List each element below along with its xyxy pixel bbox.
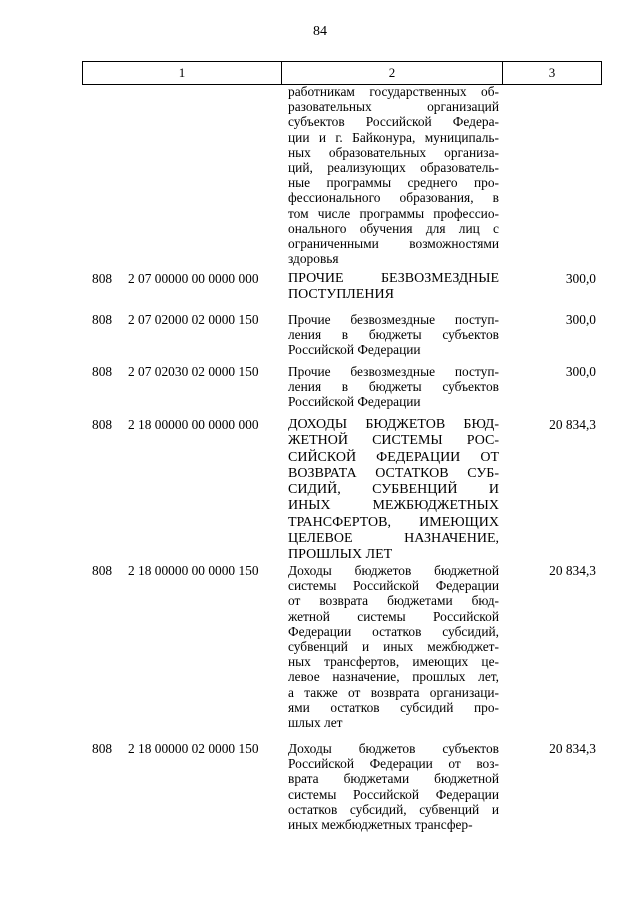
text-line: разовательных организаций — [288, 99, 499, 115]
amount: 300,0 — [565, 271, 596, 286]
column-header-row — [83, 62, 602, 85]
text-line: левое назначение, прошлых лет, — [288, 669, 499, 685]
text-line: Прочие безвозмездные поступ- — [288, 312, 499, 327]
column-header-table — [82, 61, 602, 85]
row-name — [288, 741, 499, 832]
text-line: ограниченными возможностями — [288, 236, 499, 252]
text-line: ПРОЧИЕ БЕЗВОЗМЕЗДНЫЕ — [288, 271, 499, 286]
text-line: ций, реализующих образователь- — [288, 160, 499, 176]
text-line: остатков субсидий, субвенций и — [288, 801, 499, 817]
text-line: том числе программы профессио- — [288, 205, 499, 221]
text-line: ных трансфертов, имеющих це- — [288, 654, 499, 670]
continuation-text — [288, 84, 499, 266]
text-line: ДОХОДЫ БЮДЖЕТОВ БЮД- — [288, 417, 499, 432]
text-line: ции и г. Байконура, муниципаль- — [288, 129, 499, 145]
admin-code: 808 — [92, 417, 113, 432]
text-line: СИЙСКОЙ ФЕДЕРАЦИИ ОТ — [288, 449, 499, 465]
text-line: работникам государственных об- — [288, 84, 499, 99]
amount: 300,0 — [565, 312, 596, 327]
text-line: Российской Федерации от воз- — [288, 756, 499, 772]
text-line: здоровья — [288, 251, 339, 267]
row-name — [288, 364, 499, 410]
text-line: ИНЫХ МЕЖБЮДЖЕТНЫХ — [288, 498, 499, 514]
text-line: ления в бюджеты субъектов — [288, 379, 499, 395]
text-line: Российской Федерации — [288, 394, 421, 410]
text-line: ления в бюджеты субъектов — [288, 327, 499, 343]
budget-code: 2 07 02000 02 0000 150 — [128, 312, 259, 327]
text-line: врата бюджетами бюджетной — [288, 771, 499, 787]
text-line: иных межбюджетных трансфер- — [288, 817, 473, 833]
row-name — [288, 271, 499, 304]
page-number: 84 — [313, 24, 327, 39]
text-line: системы Российской Федерации — [288, 578, 499, 594]
text-line: онального обучения для лиц с — [288, 220, 499, 236]
amount: 20 834,3 — [549, 563, 596, 578]
admin-code: 808 — [92, 364, 113, 379]
text-line: Доходы бюджетов бюджетной — [288, 563, 499, 578]
column-header-3: 3 — [503, 62, 602, 85]
budget-code: 2 18 00000 00 0000 000 — [128, 417, 259, 432]
budget-code: 2 07 00000 00 0000 000 — [128, 271, 259, 286]
text-line: шлых лет — [288, 715, 343, 731]
text-line: Федерации остатков субсидий, — [288, 623, 499, 639]
text-line: ЦЕЛЕВОЕ НАЗНАЧЕНИЕ, — [288, 531, 499, 547]
amount: 20 834,3 — [549, 741, 596, 756]
budget-code: 2 07 02030 02 0000 150 — [128, 364, 259, 379]
text-line: фессионального образования, в — [288, 190, 499, 206]
text-line: от возврата бюджетами бюд- — [288, 593, 499, 609]
admin-code: 808 — [92, 741, 113, 756]
text-line: субъектов Российской Федера- — [288, 114, 499, 130]
text-line: Доходы бюджетов субъектов — [288, 741, 499, 756]
amount: 300,0 — [565, 364, 596, 379]
text-line: Прочие безвозмездные поступ- — [288, 364, 499, 379]
text-line: ные программы среднего про- — [288, 175, 499, 191]
admin-code: 808 — [92, 312, 113, 327]
budget-code: 2 18 00000 02 0000 150 — [128, 741, 259, 756]
row-name — [288, 563, 499, 730]
text-line: ЖЕТНОЙ СИСТЕМЫ РОС- — [288, 433, 499, 449]
budget-code: 2 18 00000 00 0000 150 — [128, 563, 259, 578]
column-header-1: 1 — [83, 62, 282, 85]
text-line: жетной системы Российской — [288, 608, 499, 624]
text-line: ПОСТУПЛЕНИЯ — [288, 287, 394, 303]
column-header-2: 2 — [282, 62, 503, 85]
text-line: ями остатков субсидий про- — [288, 699, 499, 715]
text-line: Российской Федерации — [288, 342, 421, 358]
row-name — [288, 312, 499, 358]
text-line: ПРОШЛЫХ ЛЕТ — [288, 547, 393, 563]
text-line: ТРАНСФЕРТОВ, ИМЕЮЩИХ — [288, 514, 499, 530]
text-line: а также от возврата организаци- — [288, 684, 499, 700]
row-name — [288, 417, 499, 564]
text-line: системы Российской Федерации — [288, 786, 499, 802]
text-line: СИДИЙ, СУБВЕНЦИЙ И — [288, 482, 499, 498]
admin-code: 808 — [92, 271, 113, 286]
text-line: ВОЗВРАТА ОСТАТКОВ СУБ- — [288, 465, 499, 481]
amount: 20 834,3 — [549, 417, 596, 432]
text-line: ных образовательных организа- — [288, 144, 499, 160]
admin-code: 808 — [92, 563, 113, 578]
text-line: субвенций и иных межбюджет- — [288, 639, 499, 655]
